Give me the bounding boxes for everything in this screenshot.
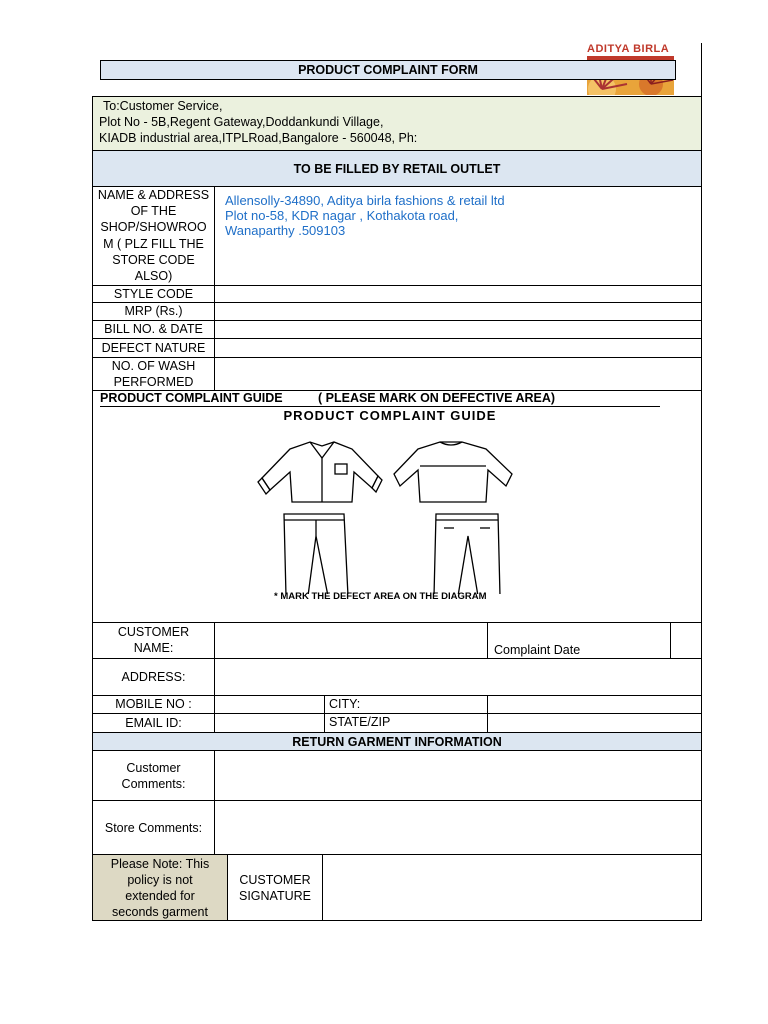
address-label: ADDRESS: <box>121 669 186 684</box>
complaint-date-label: Complaint Date <box>494 643 581 657</box>
email-label: EMAIL ID: <box>125 715 182 730</box>
wash-field[interactable] <box>215 358 701 390</box>
shop-value-line-2: Plot no-58, KDR nagar , Kothakota road, <box>225 208 459 223</box>
state-label: STATE/ZIP <box>329 715 391 729</box>
mobile-label: MOBILE NO : <box>115 697 192 711</box>
shop-label: NAME & ADDRESS OF THE SHOP/SHOWROO M ( PLZ FILL THE STORE CODE ALSO) <box>97 187 210 284</box>
store-comments-field[interactable] <box>215 801 701 854</box>
style-code-label: STYLE CODE <box>113 286 194 301</box>
customer-name-field[interactable] <box>215 623 487 658</box>
signature-label: CUSTOMER SIGNATURE <box>228 855 323 920</box>
wash-label: NO. OF WASH PERFORMED <box>111 358 196 389</box>
store-comments-label: Store Comments: <box>104 820 203 835</box>
mrp-field[interactable] <box>215 303 701 320</box>
diagram-note: * MARK THE DEFECT AREA ON THE DIAGRAM <box>274 591 487 602</box>
guide-instruction: ( PLEASE MARK ON DEFECTIVE AREA) <box>318 391 556 405</box>
return-section-heading: RETURN GARMENT INFORMATION <box>92 732 702 751</box>
style-code-field[interactable] <box>215 286 701 302</box>
email-field[interactable] <box>215 714 324 732</box>
defect-field[interactable] <box>215 339 701 357</box>
diagram-title: PRODUCT COMPLAINT GUIDE <box>283 408 497 423</box>
policy-note: Please Note: This policy is not extended for seconds garment <box>93 855 228 920</box>
mobile-field[interactable] <box>215 696 324 713</box>
address-line-2: Plot No - 5B,Regent Gateway,Doddankundi Village, <box>99 115 384 129</box>
garment-diagram[interactable] <box>240 408 540 608</box>
shop-value-line-3: Wanaparthy .509103 <box>225 223 346 238</box>
complaint-date-field[interactable] <box>671 623 701 658</box>
customer-name-label: CUSTOMER NAME: <box>117 625 190 655</box>
logo-text: ADITYA BIRLA <box>587 43 670 55</box>
defect-label: DEFECT NATURE <box>101 340 206 355</box>
form-title: PRODUCT COMPLAINT FORM <box>100 60 676 80</box>
city-field[interactable] <box>488 696 701 713</box>
customer-comments-field[interactable] <box>215 751 701 800</box>
bill-label: BILL NO. & DATE <box>104 322 203 336</box>
guide-heading: PRODUCT COMPLAINT GUIDE ( PLEASE MARK ON DEFECTIVE AREA) <box>100 390 660 407</box>
address-line-1: To:Customer Service, <box>103 99 223 113</box>
bill-field[interactable] <box>215 321 701 338</box>
city-label: CITY: <box>329 697 361 711</box>
retail-section-heading: TO BE FILLED BY RETAIL OUTLET <box>92 151 702 187</box>
mrp-label: MRP (Rs.) <box>124 304 183 318</box>
address-block <box>92 96 702 151</box>
address-line-3: KIADB industrial area,ITPLRoad,Bangalore - 560048, Ph: <box>99 131 418 145</box>
address-field[interactable] <box>215 659 701 695</box>
shop-value-line-1: Allensolly-34890, Aditya birla fashions & retail ltd <box>225 193 505 208</box>
customer-comments-label: Customer Comments: <box>121 760 186 791</box>
shop-value[interactable] <box>225 193 695 283</box>
state-field[interactable] <box>488 714 701 732</box>
signature-field[interactable] <box>324 855 701 920</box>
shirt-pants-icon <box>240 424 540 594</box>
